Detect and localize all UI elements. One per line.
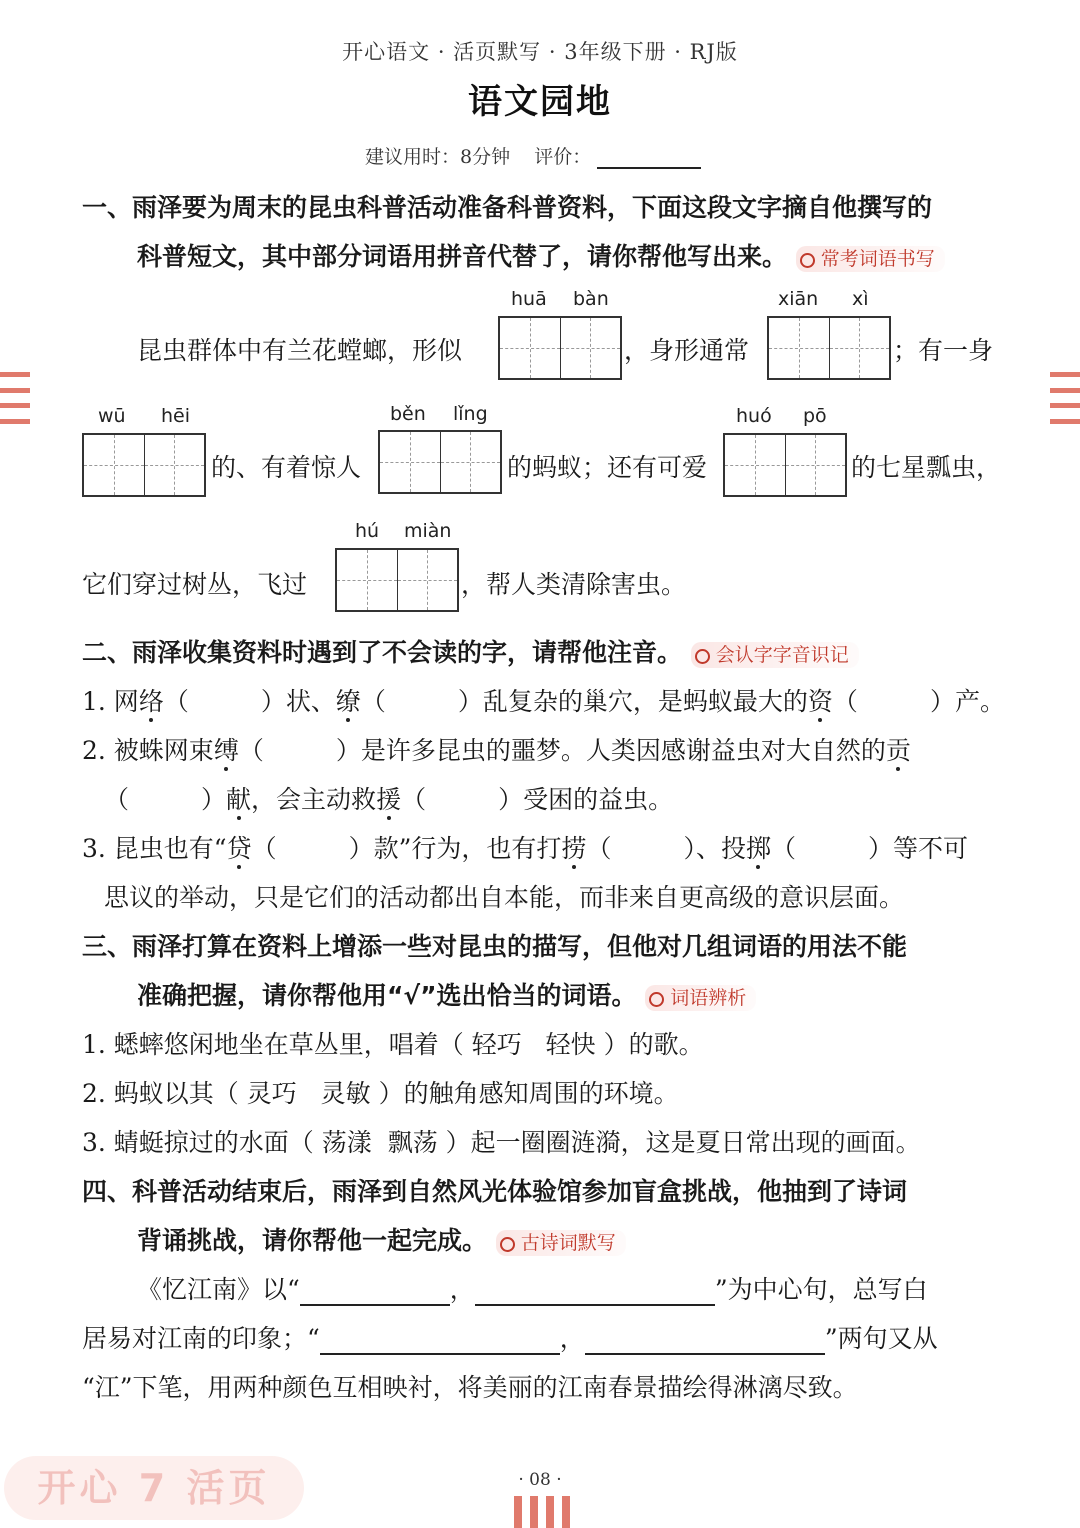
section2-title-text: 二、雨泽收集资料时遇到了不会读的字，请帮他注音。: [82, 638, 683, 667]
sec4-p3: “江”下笔，用两种颜色互相映衬，将美丽的江南春景描绘得淋漓尽致。: [82, 1373, 858, 1402]
section3-title-text: 准确把握，请你帮他用“√”选出恰当的词语。: [137, 981, 637, 1010]
poem-blank[interactable]: [475, 1282, 715, 1306]
pinyin: hēi: [161, 405, 191, 427]
q-text: ）产。: [929, 687, 1005, 716]
section4-title-text: 背诵挑战，请你帮他一起完成。: [137, 1226, 488, 1255]
word-option[interactable]: 灵敏: [320, 1079, 371, 1108]
pinyin: huó: [736, 405, 772, 427]
marked-char: 资: [807, 687, 833, 716]
pinyin: xiān: [778, 288, 819, 310]
section3-tag: [645, 985, 756, 1011]
section1-title-line1: 一、雨泽要为周末的昆虫科普活动准备科普资料，下面这段文字摘自他撰写的: [82, 193, 933, 222]
q-text: ）是许多昆虫的噩梦。人类因感谢益虫对大自然的: [335, 736, 886, 765]
sec3-q2: [82, 1074, 679, 1110]
marked-char: 络: [138, 687, 164, 716]
q-text: ）的歌。: [603, 1030, 704, 1059]
writing-box-xianxi[interactable]: [767, 316, 891, 380]
word-option[interactable]: 灵巧: [246, 1079, 297, 1108]
writing-box-humian[interactable]: [335, 548, 459, 612]
q-text: （: [104, 785, 130, 814]
q-text: 居易对江南的印象；“: [82, 1324, 320, 1353]
q-text: 3. 蜻蜓掠过的水面（: [82, 1128, 314, 1157]
sec4-p1: [137, 1270, 928, 1306]
word-option[interactable]: 轻快: [545, 1030, 596, 1059]
q-text: 1. 蟋蟀悠闲地坐在草丛里，唱着（: [82, 1030, 464, 1059]
section2-title: [82, 633, 859, 669]
tag-circle-icon: [800, 253, 815, 268]
eval-label: 评价：: [534, 146, 592, 168]
word-option[interactable]: 荡漾: [321, 1128, 372, 1157]
publisher-logo: 开心 7 活页: [4, 1456, 304, 1520]
text-segment: ；有一身: [893, 336, 994, 365]
bottom-edge-mark: [514, 1496, 570, 1528]
q-text: ）等不可: [868, 834, 969, 863]
q-text: 3. 昆虫也有“: [82, 834, 227, 863]
text-segment: 的七星瓢虫，: [851, 453, 1002, 482]
section3-title-line2: [137, 976, 756, 1012]
sec2-q1: [82, 682, 1005, 718]
sec2-q3: [82, 829, 968, 865]
section3-title-line1: 三、雨泽打算在资料上增添一些对昆虫的描写，但他对几组词语的用法不能: [82, 932, 908, 961]
word-option[interactable]: 飘荡: [387, 1128, 438, 1157]
writing-box-huopo[interactable]: [723, 433, 847, 497]
right-edge-mark: [1050, 372, 1080, 424]
word-option[interactable]: 轻巧: [471, 1030, 522, 1059]
sec2-q2: [82, 731, 911, 767]
q-text: （: [238, 736, 264, 765]
q-text: ，: [559, 1324, 585, 1353]
q-text: ”两句又从: [824, 1324, 938, 1353]
sec3-q3: [82, 1123, 921, 1159]
section1-tag: [796, 246, 945, 272]
pinyin: hú: [355, 520, 380, 542]
marked-char: 缭: [335, 687, 361, 716]
section1-title-text: 科普短文，其中部分词语用拼音代替了，请你帮他写出来。: [137, 242, 788, 271]
q-text: （: [163, 687, 189, 716]
q-text: ）起一圈圈涟漪，这是夏日常出现的画面。: [445, 1128, 921, 1157]
q-text: ）乱复杂的巢穴，是蚂蚁最大的: [457, 687, 808, 716]
poem-blank[interactable]: [585, 1331, 825, 1355]
marked-char: 捞: [561, 834, 587, 863]
tag-circle-icon: [695, 649, 710, 664]
pinyin: bàn: [573, 288, 609, 310]
time-label: 建议用时：8分钟: [365, 146, 511, 168]
section2-tag: [691, 642, 859, 668]
text-segment: ，帮人类清除害虫。: [461, 570, 687, 599]
section3-tag-text: 词语辨析: [670, 987, 747, 1009]
q-text: ）的触角感知周围的环境。: [378, 1079, 679, 1108]
section4-tag: [496, 1230, 626, 1256]
tag-circle-icon: [649, 992, 664, 1007]
marked-char: 缚: [213, 736, 239, 765]
q-text: ”为中心句，总写白: [714, 1275, 928, 1304]
q-text: （: [832, 687, 858, 716]
tag-circle-icon: [500, 1237, 515, 1252]
q-text: ，: [449, 1275, 475, 1304]
q-text: （: [401, 785, 427, 814]
pinyin: huā: [511, 288, 547, 310]
section2-tag-text: 会认字字音识记: [715, 644, 849, 666]
q-text: （: [360, 687, 386, 716]
marked-char: 援: [376, 785, 402, 814]
text-segment: 的蚂蚁；还有可爱: [507, 453, 708, 482]
text-segment: 它们穿过树丛，飞过: [82, 570, 308, 599]
q-text: （: [586, 834, 612, 863]
section1-title-line2: [137, 237, 945, 273]
poem-blank[interactable]: [320, 1331, 560, 1355]
q-text: 1. 网: [82, 687, 139, 716]
marked-char: 献: [226, 785, 252, 814]
book-header: 开心语文 · 活页默写 · 3年级下册 · RJ版: [342, 40, 738, 64]
pinyin: běn: [390, 403, 426, 425]
pinyin: xì: [852, 288, 869, 310]
q-text: ）款”行为，也有打: [348, 834, 562, 863]
eval-blank[interactable]: [597, 145, 701, 169]
pinyin: pō: [803, 405, 827, 427]
q-text: ）、投: [683, 834, 746, 863]
suggested-time: [365, 142, 701, 169]
writing-box-benling[interactable]: [378, 430, 502, 494]
section4-title-line2: [137, 1221, 626, 1257]
text-segment: ，身形通常: [624, 336, 750, 365]
writing-box-huaban[interactable]: [498, 316, 622, 380]
sec2-q2-cont: [104, 780, 673, 816]
q-text: （: [770, 834, 796, 863]
marked-char: 贡: [885, 736, 911, 765]
sec2-q3-cont: 思议的举动，只是它们的活动都出自本能，而非来自更高级的意识层面。: [104, 883, 905, 912]
q-text: 《忆江南》以“: [137, 1275, 300, 1304]
pinyin: miàn: [404, 520, 452, 542]
section4-title-line1: 四、科普活动结束后，雨泽到自然风光体验馆参加盲盒挑战，他抽到了诗词: [82, 1177, 908, 1206]
q-text: （: [251, 834, 277, 863]
text-segment: 的、有着惊人: [211, 453, 362, 482]
section4-tag-text: 古诗词默写: [520, 1232, 616, 1254]
q-text: 2. 被蛛网束: [82, 736, 214, 765]
q-text: ，会主动救: [251, 785, 377, 814]
q-text: ）受困的益虫。: [498, 785, 674, 814]
page-number: · 08 ·: [518, 1470, 562, 1490]
pinyin: wū: [98, 405, 126, 427]
text-segment: 昆虫群体中有兰花螳螂，形似: [137, 336, 463, 365]
q-text: 2. 蚂蚁以其（: [82, 1079, 239, 1108]
poem-blank[interactable]: [300, 1282, 450, 1306]
sec4-p2: [82, 1319, 938, 1355]
writing-box-wuhei[interactable]: [82, 433, 206, 497]
q-text: ）状、: [260, 687, 336, 716]
sec3-q1: [82, 1025, 704, 1061]
section1-tag-text: 常考词语书写: [820, 248, 935, 270]
q-text: ）: [201, 785, 227, 814]
marked-char: 贷: [226, 834, 252, 863]
page-title: 语文园地: [468, 82, 612, 122]
pinyin: lǐng: [453, 403, 488, 425]
left-edge-mark: [0, 372, 30, 424]
marked-char: 掷: [745, 834, 771, 863]
